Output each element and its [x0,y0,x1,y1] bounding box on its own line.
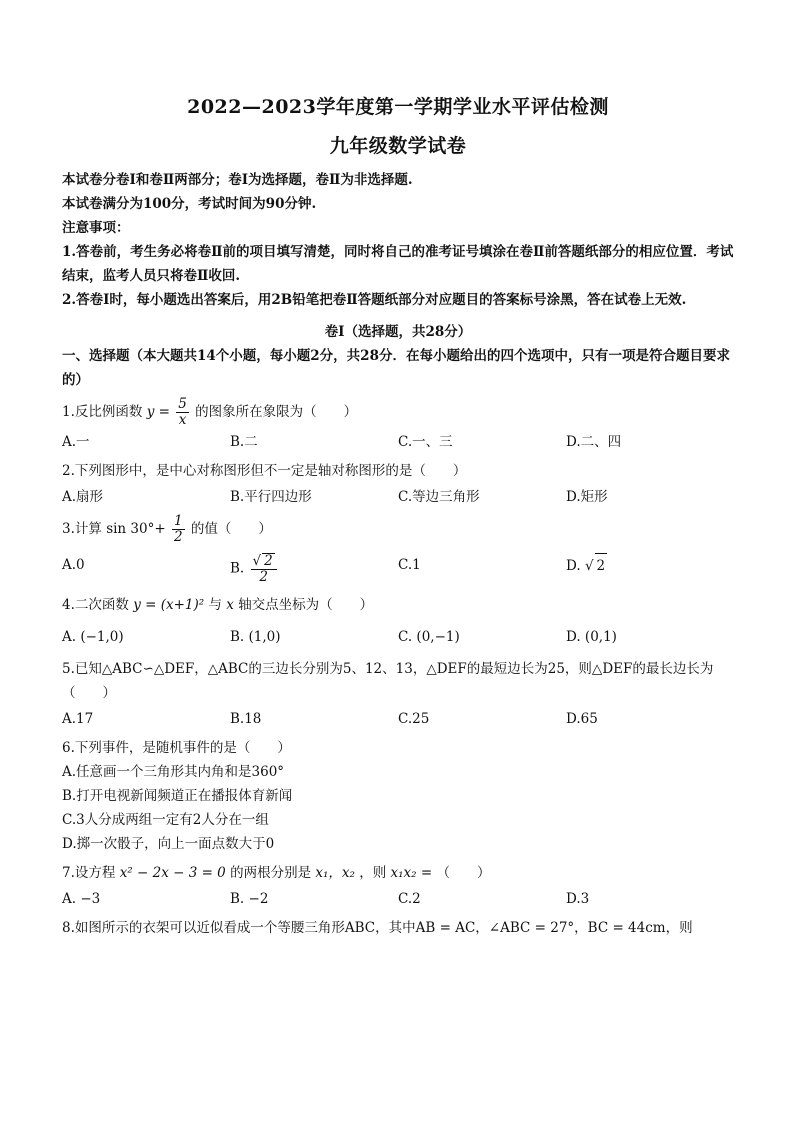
q1-options [62,430,734,454]
exam-page [62,92,734,940]
intro-line-1: 本试卷分卷Ⅰ和卷Ⅱ两部分；卷Ⅰ为选择题，卷Ⅱ为非选择题. [62,172,413,188]
section-title: 卷Ⅰ（选择题，共28分） [324,324,472,340]
q3-option-b-den: 2 [259,569,268,585]
q1-frac-num: 5 [178,396,187,412]
q3-option-d-radicand: 2 [595,553,608,578]
intro-line-2: 本试卷满分为100分，考试时间为90分钟. [62,196,317,212]
q4-options [62,625,734,649]
q1-frac-den: x [178,412,187,428]
q3-option-b-fraction [251,553,277,585]
q5-option-a[interactable]: A.17 [62,711,94,727]
q5-option-d[interactable]: D.65 [566,711,598,727]
q3-frac-den: 2 [173,529,183,545]
q4-expr: y = (x+1)² [133,597,205,613]
sqrt-icon: √ [252,553,262,569]
question-2: 2.下列图形中，是中心对称图形但不一定是轴对称图形的是（ ） [62,463,467,479]
notes-title: 注意事项： [62,220,130,236]
question-1 [62,397,734,428]
q3-option-b[interactable] [230,553,398,585]
q3-suffix: 的值（ ） [190,521,272,537]
q4-middle: 与 [208,597,222,613]
q1-suffix: 的图象所在象限为（ ） [195,404,358,420]
q2-option-d[interactable]: D.矩形 [566,489,608,505]
q1-option-a[interactable]: A.一 [62,434,90,450]
q4-option-c[interactable]: C. (0,−1) [398,629,460,645]
question-7 [62,861,734,885]
q7-middle: 的两根分别是 [230,865,312,881]
q3-frac-num: 1 [173,513,183,529]
q4-option-a[interactable]: A. (−1,0) [62,629,124,645]
q2-options [62,485,734,509]
q7-prefix: 7.设方程 [62,865,116,881]
q1-eq: = [158,404,170,420]
q7-mid2: ，则 [359,865,387,881]
q2-option-b[interactable]: B.平行四边形 [230,489,312,505]
q7-option-c[interactable]: C.2 [398,891,421,907]
note-1: 1.答卷前，考生务必将卷Ⅱ前的项目填写清楚，同时将自己的准考证号填涂在卷Ⅱ前答题纸部分的相应位置．考试结束，监考人员只将卷Ⅱ收回. [62,244,734,284]
q7-option-d[interactable]: D.3 [566,891,590,907]
question-8: 8.如图所示的衣架可以近似看成一个等腰三角形ABC，其中AB = AC，∠ABC = 27°，BC = 44cm，则 [62,920,693,936]
q4-prefix: 4.二次函数 [62,597,129,613]
q7-product: x₁x₂ = [390,865,433,881]
q4-option-d[interactable]: D. (0,1) [566,629,617,645]
q1-prefix: 1.反比例函数 [62,404,143,420]
q3-option-d-label: D. [566,558,581,574]
q1-option-d[interactable]: D.二、四 [566,434,622,450]
q7-suffix: （ ） [436,865,491,881]
q3-expr: sin 30°+ [106,521,166,537]
q3-option-d[interactable] [566,553,734,585]
q1-y: y [146,404,155,420]
q5-options [62,707,734,731]
q3-option-a[interactable]: A.0 [62,557,85,573]
q1-option-c[interactable]: C.一、三 [398,434,453,450]
question-4 [62,593,734,617]
exam-title: 2022—2023学年度第一学期学业水平评估检测 [187,96,609,118]
q3-options [62,553,734,585]
q4-var: x [226,597,234,613]
q2-option-c[interactable]: C.等边三角形 [398,489,480,505]
q3-option-b-radicand: 2 [264,553,273,569]
sqrt-icon: √ [584,558,594,574]
question-5: 5.已知△ABC∽△DEF，△ABC的三边长分别为5、12、13，△DEF的最短边长为25，则△DEF的最长边长为（ ） [62,661,714,701]
note-2: 2.答卷Ⅰ时，每小题选出答案后，用2B铅笔把卷Ⅱ答题纸部分对应题目的答案标号涂黑，答在试卷上无效. [62,292,687,308]
q7-option-a[interactable]: A. −3 [62,891,101,907]
q3-option-c[interactable]: C.1 [398,557,421,573]
question-6: 6.下列事件，是随机事件的是（ ） [62,740,291,756]
q3-prefix: 3.计算 [62,521,102,537]
question-3 [62,514,734,545]
q7-option-b[interactable]: B. −2 [230,891,269,907]
q5-option-c[interactable]: C.25 [398,711,430,727]
q6-option-a[interactable]: A.任意画一个三角形其内角和是360° [62,764,285,780]
q7-roots: x₁，x₂ [315,865,355,881]
q3-fraction [172,514,185,545]
section-heading: 一、选择题（本大题共14个小题，每小题2分，共28分．在每小题给出的四个选项中，只有一项是符合题目要求的） [62,348,730,388]
q1-fraction [176,397,189,428]
q7-options [62,887,734,911]
q4-option-b[interactable]: B. (1,0) [230,629,281,645]
q1-option-b[interactable]: B.二 [230,434,258,450]
q3-option-b-label: B. [230,560,245,577]
q5-option-b[interactable]: B.18 [230,711,262,727]
q6-option-b[interactable]: B.打开电视新闻频道正在播报体育新闻 [62,788,293,804]
q4-suffix: 轴交点坐标为（ ） [238,597,374,613]
exam-subtitle: 九年级数学试卷 [329,135,467,157]
q6-option-c[interactable]: C.3人分成两组一定有2人分在一组 [62,812,269,828]
q2-option-a[interactable]: A.扇形 [62,489,104,505]
q6-option-d[interactable]: D.掷一次骰子，向上一面点数大于0 [62,836,275,852]
q7-expr: x² − 2x − 3 = 0 [119,865,226,881]
q3-option-b-num [251,553,277,570]
